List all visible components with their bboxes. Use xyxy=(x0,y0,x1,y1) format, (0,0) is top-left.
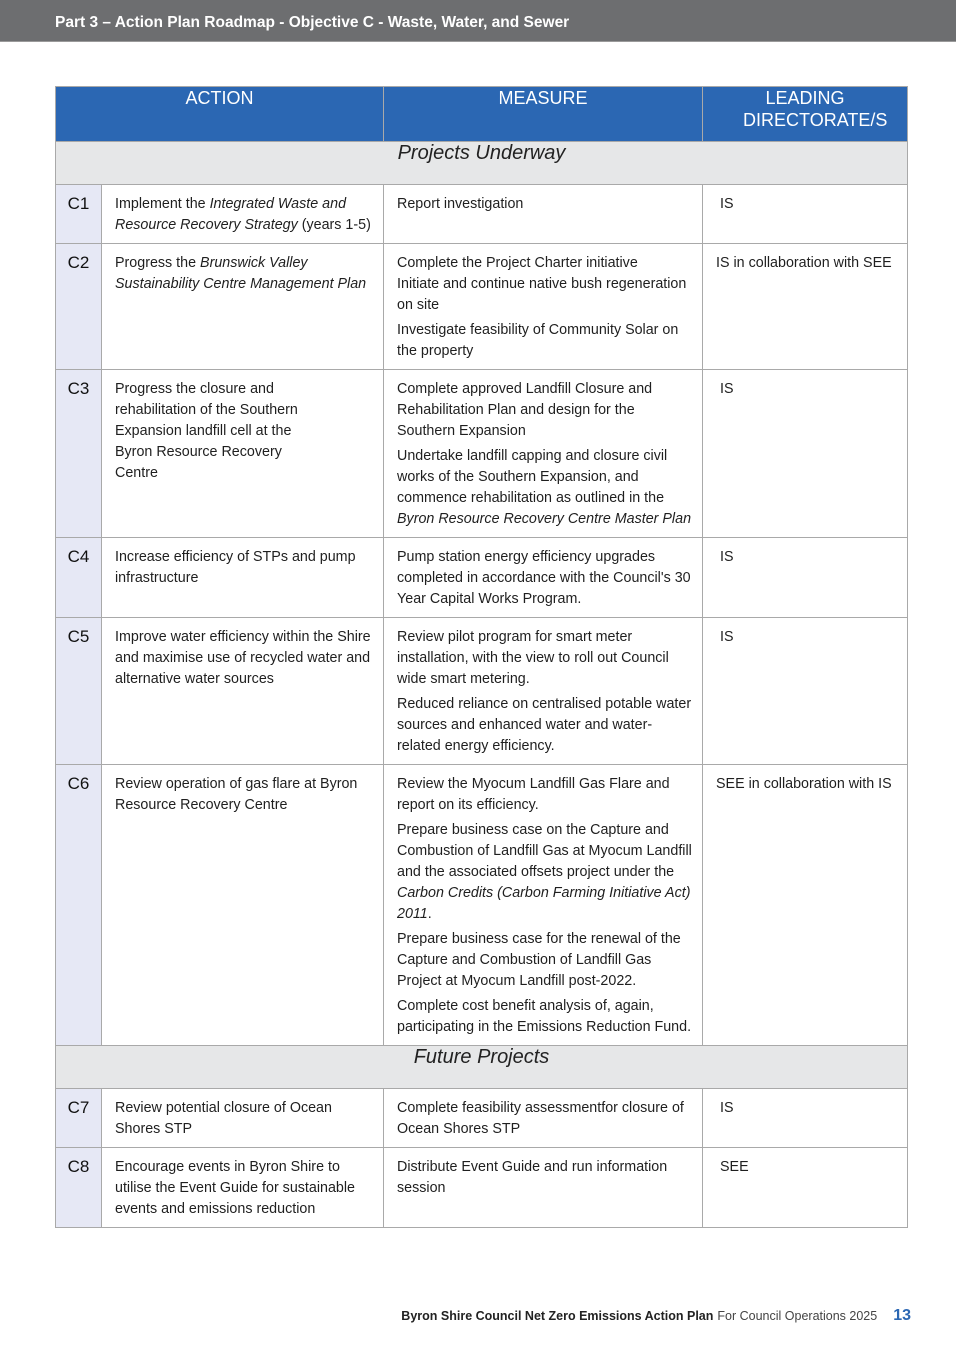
action-cell: Progress the Brunswick Valley Sustainability Centre Management Plan xyxy=(102,244,384,370)
action-plan-table xyxy=(55,86,908,1228)
lead-cell: IS xyxy=(703,370,908,538)
measure-cell: Pump station energy efficiency upgrades completed in accordance with the Council's 30 Year Capital Works Program. xyxy=(384,538,703,618)
table-header-row xyxy=(56,87,908,142)
table-row xyxy=(56,370,908,538)
row-id: C3 xyxy=(56,370,102,538)
table-row xyxy=(56,1148,908,1228)
section-title-future: Future Projects xyxy=(56,1046,908,1089)
page-header-title: Part 3 – Action Plan Roadmap - Objective C - Waste, Water, and Sewer xyxy=(55,14,570,31)
section-row-future xyxy=(56,1046,908,1089)
measure-cell: Complete approved Landfill Closure and Rehabilitation Plan and design for the Southern Expansion Undertake landfill capping and closure civil works of the Southern Expansion, and commence rehabilitation as outlined in the Byron Resource Recovery Centre Master Plan xyxy=(384,370,703,538)
page-footer xyxy=(401,1307,911,1325)
lead-cell: IS xyxy=(703,1089,908,1148)
table-row xyxy=(56,538,908,618)
column-header-action: ACTION xyxy=(56,87,384,142)
row-id: C1 xyxy=(56,185,102,244)
measure-cell: Report investigation xyxy=(384,185,703,244)
table-row xyxy=(56,244,908,370)
measure-cell: Review pilot program for smart meter installation, with the view to roll out Council wide smart metering. Reduced reliance on centralised potable water sources and enhanced water and water-related energy efficiency. xyxy=(384,618,703,765)
lead-cell: IS xyxy=(703,185,908,244)
measure-cell: Distribute Event Guide and run information session xyxy=(384,1148,703,1228)
measure-cell: Complete feasibility assessmentfor closure of Ocean Shores STP xyxy=(384,1089,703,1148)
action-cell: Increase efficiency of STPs and pump infrastructure xyxy=(102,538,384,618)
row-id: C2 xyxy=(56,244,102,370)
page-number: 13 xyxy=(893,1307,911,1324)
column-header-measure: MEASURE xyxy=(384,87,703,142)
row-id: C5 xyxy=(56,618,102,765)
section-row-underway xyxy=(56,142,908,185)
action-cell: Progress the closure and rehabilitation of the Southern Expansion landfill cell at the Byron Resource Recovery Centre xyxy=(102,370,384,538)
footer-document-subtitle: For Council Operations 2025 xyxy=(717,1309,878,1323)
measure-cell: Complete the Project Charter initiative Initiate and continue native bush regeneration on site Investigate feasibility of Community Solar on the property xyxy=(384,244,703,370)
page-header-bar xyxy=(0,0,956,42)
action-cell: Improve water efficiency within the Shire and maximise use of recycled water and alternative water sources xyxy=(102,618,384,765)
lead-cell: IS xyxy=(703,618,908,765)
table-row xyxy=(56,618,908,765)
table-row xyxy=(56,1089,908,1148)
lead-cell: SEE xyxy=(703,1148,908,1228)
measure-cell: Review the Myocum Landfill Gas Flare and report on its efficiency. Prepare business case on the Capture and Combustion of Landfill Gas at Myocum Landfill and the associated offsets project under the Carbon Credits (Carbon Farming Initiative Act) 2011. Prepare business case for the renewal of the Capture and Combustion of Landfill Gas Project at Myocum Landfill post-2022. Complete cost benefit analysis of, again, participating in the Emissions Reduction Fund. xyxy=(384,765,703,1046)
column-header-leading-directorate: LEADING DIRECTORATE/S xyxy=(703,87,908,142)
action-cell: Review operation of gas flare at Byron Resource Recovery Centre xyxy=(102,765,384,1046)
table-row xyxy=(56,185,908,244)
lead-cell: IS in collaboration with SEE xyxy=(703,244,908,370)
row-id: C4 xyxy=(56,538,102,618)
action-cell: Review potential closure of Ocean Shores STP xyxy=(102,1089,384,1148)
footer-document-title: Byron Shire Council Net Zero Emissions Action Plan xyxy=(401,1309,714,1323)
table-row xyxy=(56,765,908,1046)
row-id: C6 xyxy=(56,765,102,1046)
action-cell: Encourage events in Byron Shire to utilise the Event Guide for sustainable events and emissions reduction xyxy=(102,1148,384,1228)
lead-cell: IS xyxy=(703,538,908,618)
lead-cell: SEE in collaboration with IS xyxy=(703,765,908,1046)
row-id: C7 xyxy=(56,1089,102,1148)
row-id: C8 xyxy=(56,1148,102,1228)
section-title-underway: Projects Underway xyxy=(56,142,908,185)
action-cell: Implement the Integrated Waste and Resource Recovery Strategy (years 1-5) xyxy=(102,185,384,244)
